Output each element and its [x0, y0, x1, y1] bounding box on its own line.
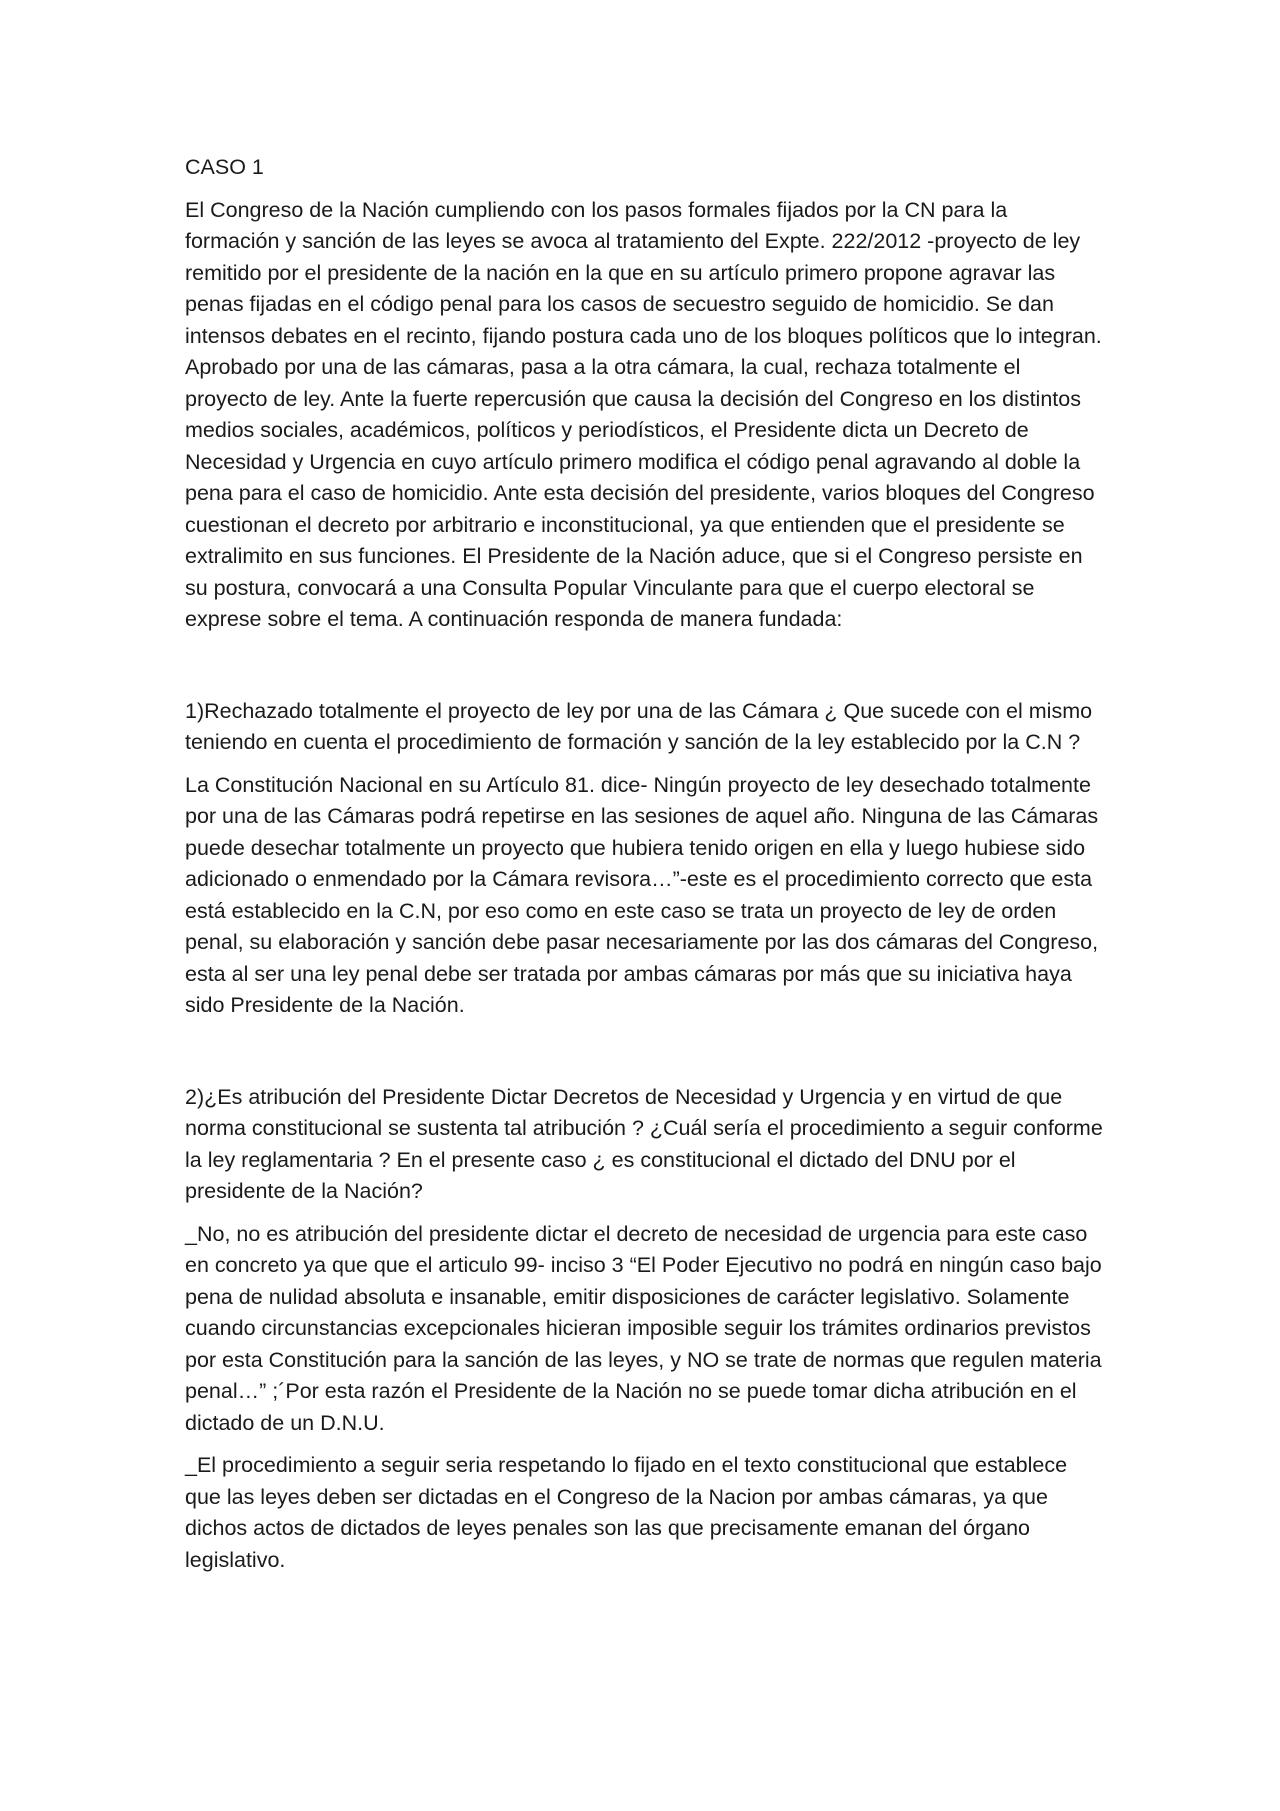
spacer [185, 1022, 1105, 1082]
spacer [185, 636, 1105, 696]
answer-1: La Constitución Nacional en su Artículo 81. dice- Ningún proyecto de ley desechado totalmente por una de las Cámaras podrá repetirse en las sesiones de aquel año. Ninguna de las Cámaras puede desechar totalmente un proyecto que hubiera tenido origen en ella y luego hubiese sido adicionado o enmendado por la Cámara revisora…”-este es el procedimiento correcto que esta está establecido en la C.N, por eso como en este caso se trata un proyecto de ley de orden penal, su elaboración y sanción debe pasar necesariamente por las dos cámaras del Congreso, esta al ser una ley penal debe ser tratada por ambas cámaras por más que su iniciativa haya sido Presidente de la Nación. [185, 772, 1099, 1017]
answer-2-part-2: _El procedimiento a seguir seria respetando lo fijado en el texto constitucional que establece que las leyes deben ser dictadas en el Congreso de la Nacion por ambas cámaras, ya que dichos actos de dictados de leyes penales son las que precisamente emanan del órgano legislativo. [185, 1453, 1068, 1572]
case-title: CASO 1 [185, 155, 264, 179]
answer-2-part-1: _No, no es atribución del presidente dictar el decreto de necesidad de urgencia para este caso en concreto ya que que el articulo 99- inciso 3 “El Poder Ejecutivo no podrá en ningún caso bajo pena de nulidad absoluta e insanable, emitir disposiciones de carácter legislativo. Solamente cuando circunstancias excepcionales hicieran imposible seguir los trámites ordinarios previstos por esta Constitución para la sanción de las leyes, y NO se trate de normas que regulen materia penal…” ;´Por esta razón el Presidente de la Nación no se puede tomar dicha atribución en el dictado de un D.N.U. [185, 1221, 1102, 1435]
document-body [185, 152, 1105, 1587]
case-description: El Congreso de la Nación cumpliendo con los pasos formales fijados por la CN para la formación y sanción de las leyes se avoca al tratamiento del Expte. 222/2012 -proyecto de ley remitido por el presidente de la nación en la que en su artículo primero propone agravar las penas fijadas en el código penal para los casos de secuestro seguido de homicidio. Se dan intensos debates en el recinto, fijando postura cada uno de los bloques políticos que lo integran. Aprobado por una de las cámaras, pasa a la otra cámara, la cual, rechaza totalmente el proyecto de ley. Ante la fuerte repercusión que causa la decisión del Congreso en los distintos medios sociales, académicos, políticos y periodísticos, el Presidente dicta un Decreto de Necesidad y Urgencia en cuyo artículo primero modifica el código penal agravando al doble la pena para el caso de homicidio. Ante esta decisión del presidente, varios bloques del Congreso cuestionan el decreto por arbitrario e inconstitucional, ya que entienden que el presidente se extralimito en sus funciones. El Presidente de la Nación aduce, que si el Congreso persiste en su postura, convocará a una Consulta Popular Vinculante para que el cuerpo electoral se exprese sobre el tema. A continuación responda de manera fundada: [185, 197, 1102, 631]
question-2: 2)¿Es atribución del Presidente Dictar Decretos de Necesidad y Urgencia y en virtud de que norma constitucional se sustenta tal atribución ? ¿Cuál sería el procedimiento a seguir conforme la ley reglamentaria ? En el presente caso ¿ es constitucional el dictado del DNU por el presidente de la Nación? [185, 1084, 1103, 1203]
question-1: 1)Rechazado totalmente el proyecto de ley por una de las Cámara ¿ Que sucede con el mismo teniendo en cuenta el procedimiento de formación y sanción de la ley establecido por la C.N ? [185, 698, 1093, 754]
